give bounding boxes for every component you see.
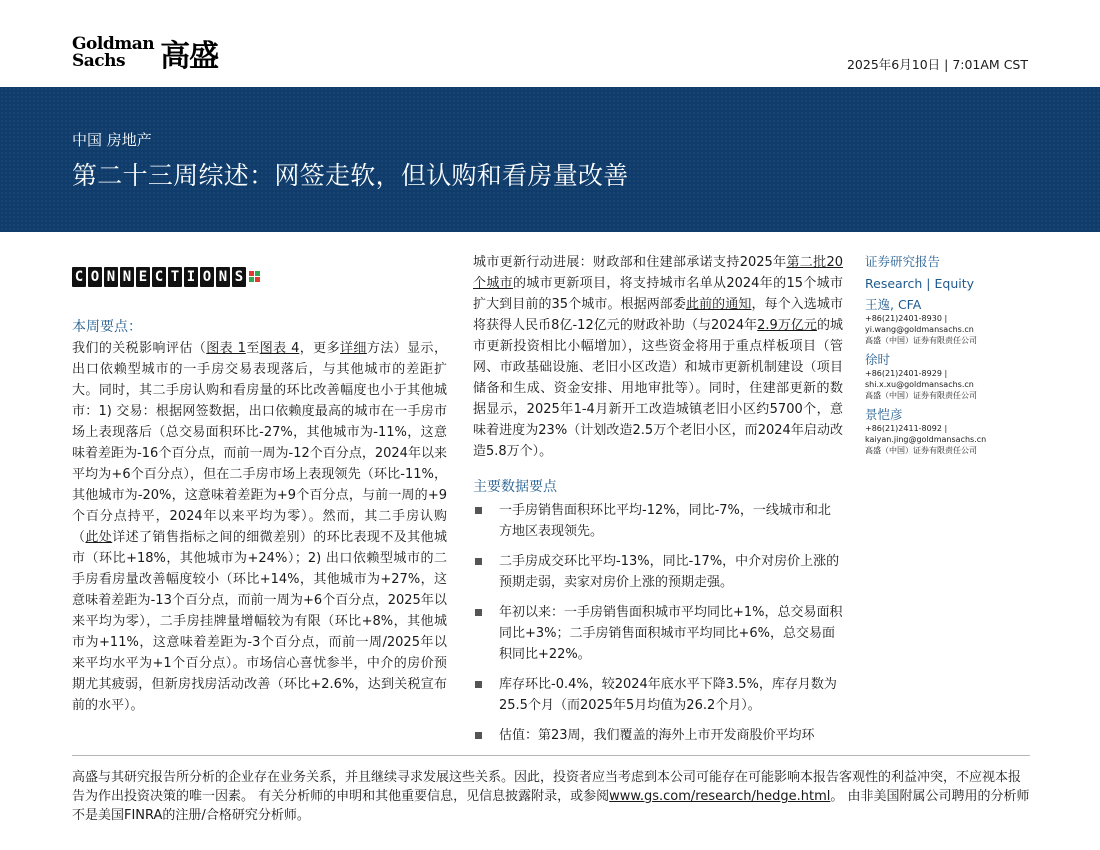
list-item	[473, 602, 843, 665]
connections-dot	[249, 277, 254, 282]
bullet-text: 一手房销售面积环比平均-12%，同比-7%，一线城市和北方地区表现领先。	[499, 503, 831, 539]
logo-line-2: Sachs	[72, 51, 126, 71]
connections-dot	[249, 271, 254, 276]
key-points-column	[72, 316, 447, 716]
logo-line-1: Goldman	[72, 34, 155, 54]
analyst-phone: +86(21)2411-8092 |	[865, 424, 948, 433]
analyst-affiliation: 高盛（中国）证券有限责任公司	[865, 446, 977, 455]
link-chart-4[interactable]: 图表 4	[259, 341, 300, 356]
list-item	[473, 500, 843, 542]
connections-letter-tile: E	[136, 267, 150, 287]
key-points-paragraph	[72, 338, 447, 716]
list-item	[473, 551, 843, 593]
bullet-square-icon	[475, 681, 482, 688]
text-run: 至	[245, 341, 260, 356]
connections-letter-tile: N	[216, 267, 230, 287]
link-second-batch[interactable]: 第二批20个城市	[473, 255, 843, 291]
text-run: 详述了销售指标之间的细微差别）的环比表现不及其他城市（环比+18%，其他城市为+24%）；2) 出口依赖型城市的二手房看房量改善幅度较小（环比+14%，其他城市为+27%，这意味着差距为-13个百分点，而前一周为+6个百分点，2025年以来平均为零），二手房挂牌量增幅较为有限（环比+8%，其他城市为+11%，这意味着差距为-3个百分点，而前一周/2025年以来平均水平为+1个百分点）。市场信心喜忧参半，中介的房价预期尤其疲弱，但新房找房活动改善（环比+2.6%，达到关税宣布前的水平）。	[72, 530, 447, 713]
disclaimer-text	[72, 768, 1032, 825]
bullet-text: 二手房成交环比平均-13%，同比-17%，中介对房价上涨的预期走弱，卖家对房价上涨的预期走强。	[499, 554, 840, 590]
text-run: 城市更新行动进展：财政部和住建部承诺支持2025年	[473, 255, 787, 270]
bullet-text: 年初以来：一手房销售面积城市平均同比+1%，总交易面积同比+3%；二手房销售面积城市平均同比+6%，总交易面积同比+22%。	[499, 605, 843, 662]
connections-letters	[72, 266, 248, 287]
connections-letter-tile: C	[72, 267, 86, 287]
analyst-phone: +86(21)2401-8929 |	[865, 369, 948, 378]
logo-chinese: 高盛	[160, 39, 219, 74]
connections-letter-tile: T	[168, 267, 182, 287]
text-run: 方法）显示，出口依赖型城市的一手房交易表现落后，与其他城市的差距扩大。同时，其二手房认购和看房量的环比改善幅度也小于其他城市：1) 交易：根据网签数据，出口依赖度最高的城市在一手房市场上表现落后（总交易面积环比-27%，其他城市为-11%，这意味着差距为-16个百分点，而前一周为-12个百分点，2024年以来平均为+6个百分点），但在二手房市场上表现领先（环比-11%，其他城市为-20%，这意味着差距为+9个百分点，与前一周的+9个百分点持平，2024年以来平均为零）。然而，其二手房认购（	[72, 341, 447, 545]
logo-wordmark	[72, 36, 154, 70]
title-banner	[0, 87, 1100, 232]
bullet-text: 库存环比-0.4%，较2024年底水平下降3.5%，库存月数为25.5个月（而2025年5月均值为26.2个月）。	[499, 677, 837, 713]
link-2-9-trillion[interactable]: 2.9万亿元	[757, 318, 817, 333]
connections-dots-icon	[249, 271, 260, 282]
goldman-sachs-logo	[72, 31, 218, 75]
analyst-phone: +86(21)2401-8930 |	[865, 314, 948, 323]
sector-label: 中国 房地产	[72, 131, 152, 149]
data-points-heading: 主要数据要点	[473, 479, 557, 495]
report-date: 2025年6月10日 | 7:01AM CST	[846, 57, 1028, 72]
analyst-email[interactable]: yi.wang@goldmansachs.cn	[865, 325, 974, 334]
connections-letter-tile: N	[120, 267, 134, 287]
connections-dot	[255, 277, 260, 282]
urban-renewal-paragraph	[473, 252, 843, 462]
bullet-text: 估值：第23周，我们覆盖的海外上市开发商股价平均环	[499, 728, 815, 743]
text-run: 我们的关税影响评估（	[72, 341, 207, 356]
middle-column	[473, 252, 843, 755]
link-details[interactable]: 详细	[340, 341, 367, 356]
analyst-name: 王逸, CFA	[865, 297, 922, 312]
list-item	[473, 725, 843, 746]
connections-letter-tile: S	[232, 267, 246, 287]
analyst-block	[865, 407, 1045, 456]
report-title: 第二十三周综述：网签走软，但认购和看房量改善	[72, 161, 629, 190]
link-gs-hedge[interactable]: www.gs.com/research/hedge.html	[609, 789, 831, 804]
analyst-email[interactable]: shi.x.xu@goldmansachs.cn	[865, 380, 974, 389]
text-run: 。 由非美国附属公司聘用的分析师不是美国FINRA的注册/合格研究分析师。	[72, 789, 1030, 823]
bullet-square-icon	[475, 609, 482, 616]
analyst-affiliation: 高盛（中国）证券有限责任公司	[865, 391, 977, 400]
connections-letter-tile: O	[200, 267, 214, 287]
bullet-square-icon	[475, 732, 482, 739]
text-run: ，每个入选城市将获得人民币8亿-12亿元的财政补助（与2024年	[473, 297, 843, 333]
connections-letter-tile: O	[88, 267, 102, 287]
text-run: ，更多	[299, 341, 341, 356]
research-equity-label: Research | Equity	[865, 276, 975, 291]
sidebar-column	[865, 252, 1045, 462]
analyst-email[interactable]: kaiyan.jing@goldmansachs.cn	[865, 435, 987, 444]
text-run: 高盛与其研究报告所分析的企业存在业务关系，并且继续寻求发展这些关系。因此，投资者应当考虑到本公司可能存在可能影响本报告客观性的利益冲突，不应视本报告为作出投资决策的唯一因素。 有关分析师的申明和其他重要信息，见信息披露附录，或参阅	[72, 770, 1022, 804]
key-points-heading: 本周要点：	[72, 319, 142, 335]
bullet-square-icon	[475, 507, 482, 514]
connections-letter-tile: I	[184, 267, 198, 287]
analyst-name: 景恺彦	[865, 407, 903, 422]
footer-divider	[72, 755, 1030, 756]
link-chart-1[interactable]: 图表 1	[206, 341, 246, 356]
text-run: 的城市更新项目，将支持城市名单从2024年的15个城市扩大到目前的35个城市。根据两部委	[473, 276, 843, 312]
data-points-list	[473, 500, 843, 746]
link-here[interactable]: 此处	[85, 530, 113, 545]
analyst-name: 徐时	[865, 352, 891, 367]
link-previous-notice[interactable]: 此前的通知	[685, 297, 752, 312]
analyst-block	[865, 297, 1045, 346]
list-item	[473, 674, 843, 716]
connections-logo	[72, 266, 260, 287]
connections-letter-tile: N	[104, 267, 118, 287]
connections-dot	[255, 271, 260, 276]
connections-letter-tile: C	[152, 267, 166, 287]
report-type: 证券研究报告	[865, 254, 941, 269]
analyst-affiliation: 高盛（中国）证券有限责任公司	[865, 336, 977, 345]
analyst-block	[865, 352, 1045, 401]
text-run: 的城市更新投资相比小幅增加），这些资金将用于重点样板项目（管网、市政基础设施、老旧小区改造）和城市更新机制建设（项目储备和生成、资金安排、用地审批等）。同时，住建部更新的数据显示，2025年1-4月新开工改造城镇老旧小区约5700个，意味着进度为23%（计划改造2.5万个老旧小区，而2024年启动改造5.8万个）。	[473, 318, 843, 459]
bullet-square-icon	[475, 558, 482, 565]
